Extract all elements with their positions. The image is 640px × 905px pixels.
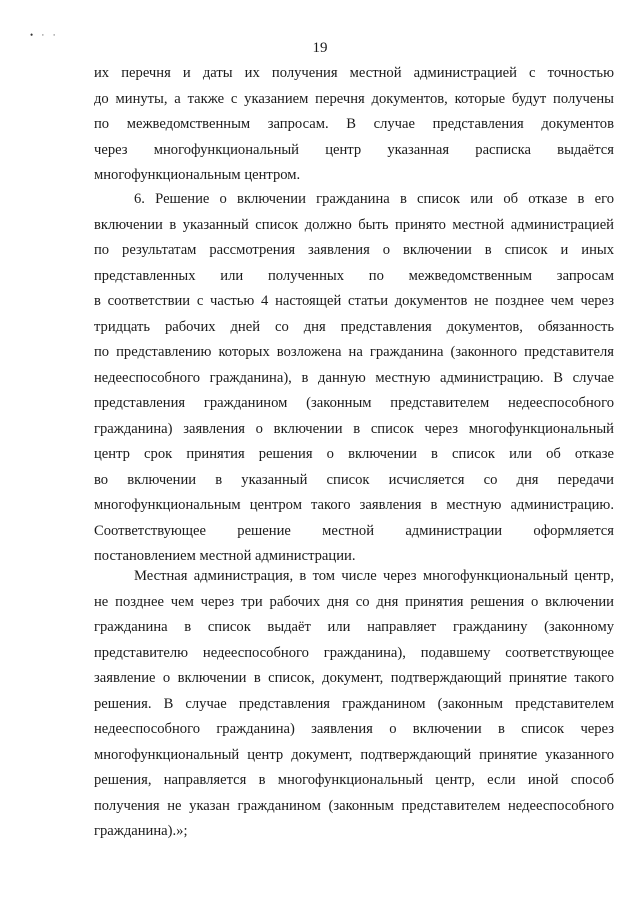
- text-line: недееспособного гражданина) заявления о включении в список через: [94, 721, 614, 737]
- text-line: не позднее чем через три рабочих дня со дня принятия решения о включении: [94, 593, 614, 610]
- text-line: гражданина) заявления о включении в список через многофункциональный: [94, 420, 614, 437]
- paragraph-item-6: [94, 187, 614, 570]
- text-line: представителю недееспособного гражданина), подавшему соответствующее: [94, 644, 614, 661]
- text-line: через многофункциональный центр указанная расписка выдаётся: [94, 141, 614, 158]
- text-line: по результатам рассмотрения заявления о включении в список и иных: [94, 242, 614, 258]
- text-line: до минуты, а также с указанием перечня документов, которые будут получены: [94, 90, 614, 107]
- text-line: гражданина в список выдаёт или направляет гражданину (законному: [94, 619, 614, 635]
- text-line: включении в указанный список должно быть принято местной администрацией: [94, 216, 614, 233]
- paragraph-local-administration: [94, 564, 614, 845]
- text-line: получения не указан гражданином (законным представителем недееспособного: [94, 797, 614, 814]
- text-line: заявление о включении в список, документ, подтверждающий принятие такого: [94, 670, 614, 686]
- scan-marks: • · ·: [30, 30, 59, 40]
- text-line: в соответствии с частью 4 настоящей статьи документов не позднее чем через: [94, 293, 614, 309]
- text-line: их перечня и даты их получения местной администрацией с точностью: [94, 65, 614, 81]
- text-line: многофункциональным центром.: [94, 167, 301, 183]
- text-line: представления гражданином (законным представителем недееспособного: [94, 395, 614, 411]
- text-line: многофункциональным центром такого заявления в местную администрацию.: [94, 497, 614, 513]
- text-line: тридцать рабочих дней со дня представления документов, обязанность: [94, 318, 614, 335]
- text-line: во включении в указанный список исчисляется со дня передачи: [94, 471, 614, 488]
- text-line: решения. В случае представления гражданином (законным представителем: [94, 695, 614, 712]
- paragraph-continuation: [94, 61, 614, 189]
- text-line: Местная администрация, в том числе через многофункциональный центр,: [134, 568, 614, 584]
- text-line: по представлению которых возложена на гражданина (законного представителя: [94, 344, 614, 360]
- text-line: представленных или полученных по межведомственным запросам: [94, 267, 614, 284]
- text-line: центр срок принятия решения о включении в список или об отказе: [94, 446, 614, 462]
- text-line: гражданина).»;: [94, 823, 188, 839]
- text-line: по межведомственным запросам. В случае представления документов: [94, 116, 614, 132]
- text-line: 6. Решение о включении гражданина в список или об отказе в его: [134, 191, 614, 207]
- text-line: недееспособного гражданина), в данную местную администрацию. В случае: [94, 369, 614, 386]
- text-line: постановлением местной администрации.: [94, 548, 356, 564]
- page-number: 19: [312, 40, 328, 56]
- text-line: решения, направляется в многофункциональный центр, если иной способ: [94, 772, 614, 788]
- text-line: многофункциональный центр документ, подтверждающий принятие указанного: [94, 746, 614, 763]
- text-line: Соответствующее решение местной администрации оформляется: [94, 522, 614, 539]
